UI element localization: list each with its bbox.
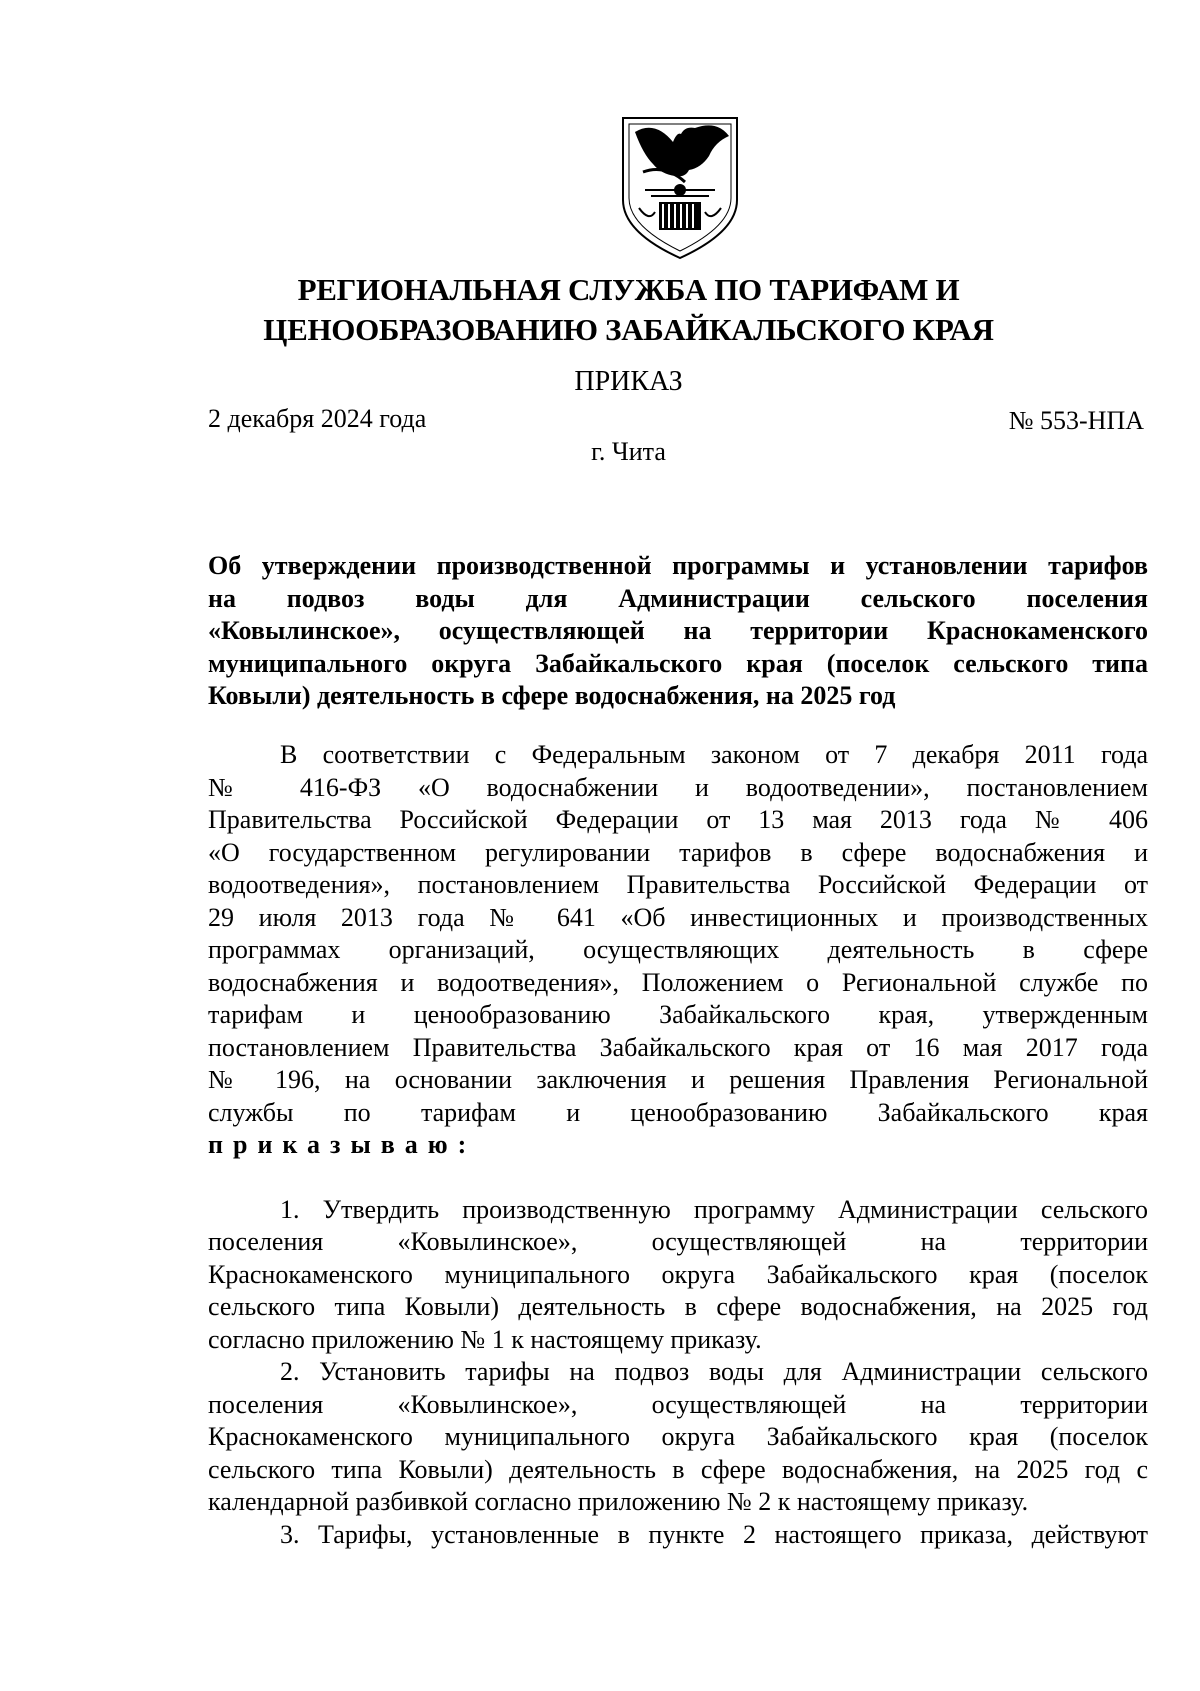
preamble-line: водоснабжения и водоотведения», Положением о Региональной службе по	[208, 967, 1148, 997]
item-2-paragraph	[208, 1356, 1148, 1519]
title-line: на подвоз воды для Администрации сельского поселения	[208, 583, 1148, 613]
item-2-line: поселения «Ковылинское», осуществляющей на территории	[208, 1389, 1148, 1419]
organization-name-line-1: РЕГИОНАЛЬНАЯ СЛУЖБА ПО ТАРИФАМ И	[297, 272, 960, 307]
document-date: 2 декабря 2024 года	[208, 404, 427, 433]
item-2-line: 2. Установить тарифы на подвоз воды для Администрации сельского	[280, 1357, 1148, 1386]
item-1-line: сельского типа Ковыли) деятельность в сфере водоснабжения, на 2025 год	[208, 1292, 1148, 1321]
preamble-line: тарифам и ценообразованию Забайкальского края, утвержденным	[208, 1000, 1148, 1029]
preamble-line: В соответствии с Федеральным законом от 7 декабря 2011 года	[280, 740, 1148, 769]
item-1-line: поселения «Ковылинское», осуществляющей на территории	[208, 1227, 1148, 1256]
document-city: г. Чита	[591, 437, 666, 466]
title-line: муниципального округа Забайкальского края (поселок сельского типа	[208, 648, 1148, 678]
document-number: № 553-НПА	[1008, 406, 1144, 435]
preamble-paragraph	[208, 739, 1148, 1162]
preamble-line: программах организаций, осуществляющих деятельность в сфере	[208, 935, 1148, 964]
coat-of-arms-icon	[615, 112, 745, 262]
item-2-line: календарной разбивкой согласно приложению № 2 к настоящему приказу.	[208, 1487, 1029, 1516]
item-1-line: 1. Утвердить производственную программу Администрации сельского	[280, 1194, 1148, 1224]
preamble-line: «О государственном регулировании тарифов в сфере водоснабжения и	[208, 837, 1148, 867]
title-line: Об утверждении производственной программы и установлении тарифов	[208, 551, 1148, 580]
preamble-line: Правительства Российской Федерации от 13 мая 2013 года № 406	[208, 805, 1148, 834]
item-3-paragraph	[208, 1519, 1148, 1552]
title-line: «Ковылинское», осуществляющей на территории Краснокаменского	[208, 616, 1148, 645]
item-1-line: согласно приложению № 1 к настоящему приказу.	[208, 1324, 762, 1354]
document-title	[208, 550, 1148, 713]
item-1-line: Краснокаменского муниципального округа Забайкальского края (поселок	[208, 1259, 1148, 1289]
organization-name	[190, 270, 1067, 350]
item-2-line: Краснокаменского муниципального округа Забайкальского края (поселок	[208, 1422, 1148, 1451]
organization-name-line-2: ЦЕНООБРАЗОВАНИЮ ЗАБАЙКАЛЬСКОГО КРАЯ	[263, 312, 994, 347]
preamble-line: постановлением Правительства Забайкальского края от 16 мая 2017 года	[208, 1032, 1148, 1062]
item-3-line: 3. Тарифы, установленные в пункте 2 настоящего приказа, действуют	[280, 1519, 1148, 1549]
preamble-line: водоотведения», постановлением Правительства Российской Федерации от	[208, 870, 1148, 899]
item-1-paragraph	[208, 1194, 1148, 1357]
preamble-line: № 416-ФЗ «О водоснабжении и водоотведении», постановлением	[208, 772, 1148, 802]
document-type: ПРИКАЗ	[574, 366, 683, 397]
item-2-line: сельского типа Ковыли) деятельность в сфере водоснабжения, на 2025 год с	[208, 1454, 1148, 1484]
title-line: Ковыли) деятельность в сфере водоснабжения, на 2025 год	[208, 681, 896, 710]
document-body	[208, 739, 1148, 1551]
paragraph-gap	[208, 1162, 1148, 1194]
preamble-line: службы по тарифам и ценообразованию Забайкальского края	[208, 1097, 1148, 1127]
preamble-line: № 196, на основании заключения и решения Правления Региональной	[208, 1065, 1148, 1094]
decree-word: приказываю:	[208, 1130, 477, 1159]
preamble-line: 29 июля 2013 года № 641 «Об инвестиционных и производственных	[208, 902, 1148, 932]
